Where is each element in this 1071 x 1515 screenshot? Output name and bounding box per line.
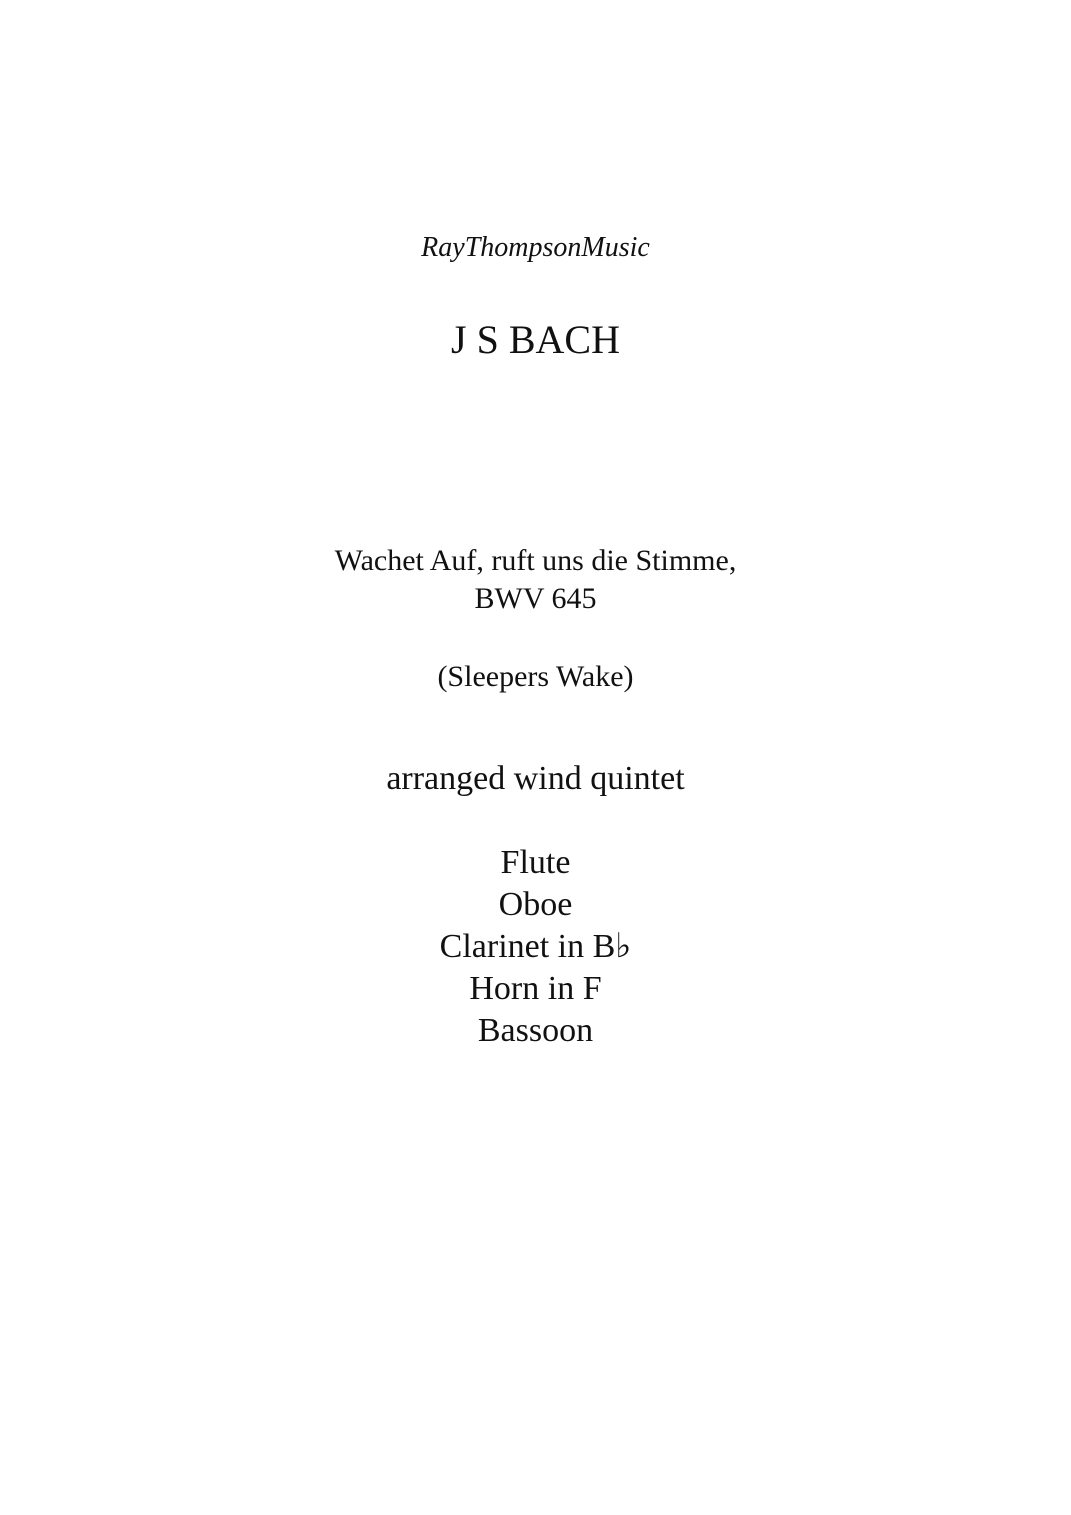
work-title-line-2: BWV 645 bbox=[474, 582, 597, 615]
work-subtitle: (Sleepers Wake) bbox=[437, 660, 634, 693]
instrument-horn: Horn in F bbox=[469, 970, 602, 1007]
instrument-flute: Flute bbox=[500, 844, 571, 881]
instrument-list bbox=[0, 842, 1071, 1052]
instrument-oboe: Oboe bbox=[498, 886, 573, 923]
instrument-bassoon: Bassoon bbox=[477, 1012, 594, 1049]
instrument-clarinet: Clarinet in B♭ bbox=[439, 928, 632, 965]
composer-name: J S BACH bbox=[451, 317, 620, 362]
arrangement-note: arranged wind quintet bbox=[386, 760, 685, 797]
publisher-name: RayThompsonMusic bbox=[421, 232, 650, 263]
work-title-line-1: Wachet Auf, ruft uns die Stimme, bbox=[334, 544, 737, 577]
